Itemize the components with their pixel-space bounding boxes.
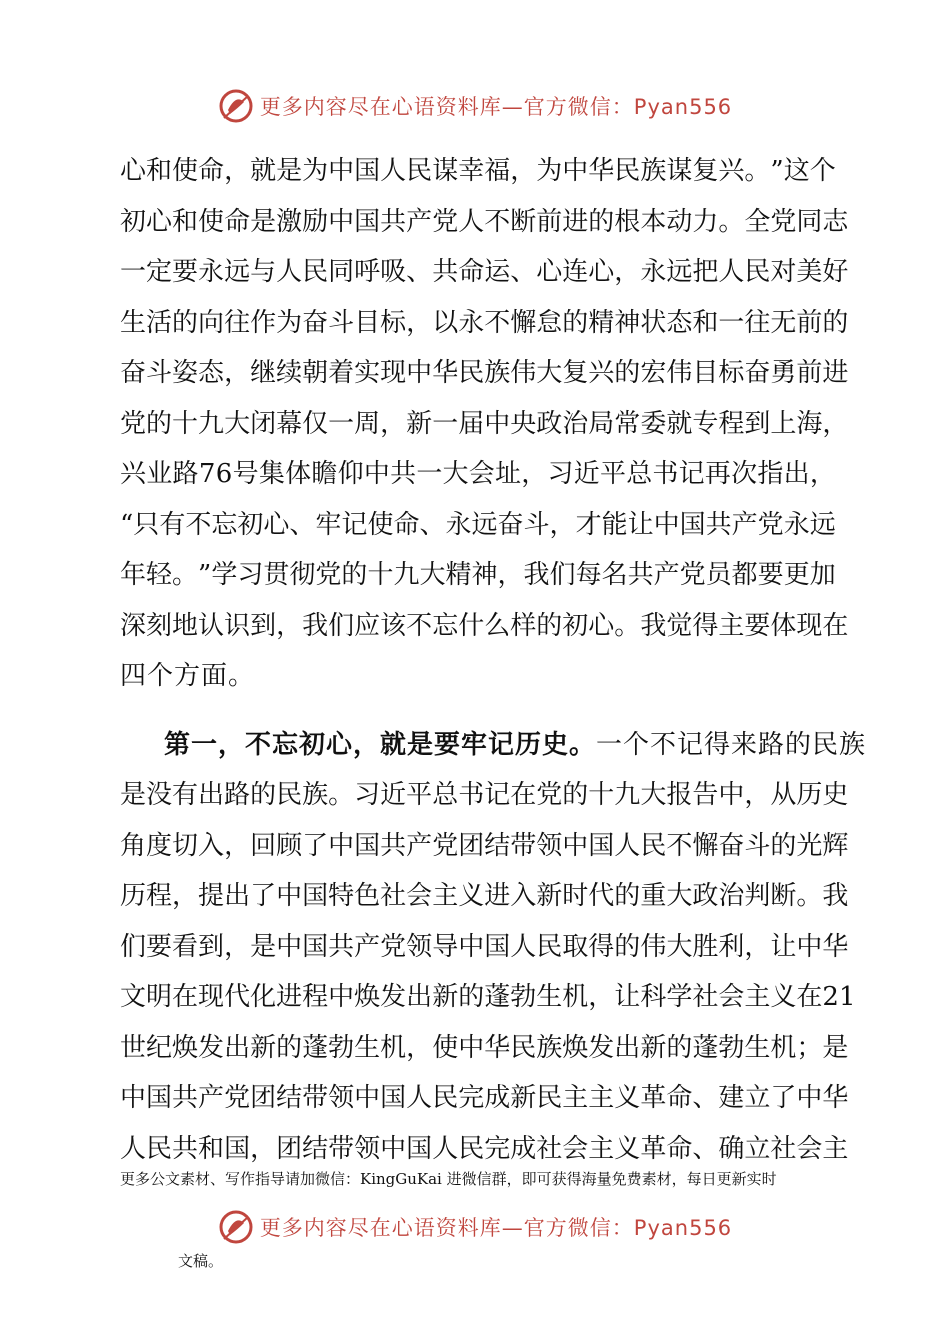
text-line: 生 活 的 向 往 作 为 奋 斗 目 标 ， 以 永 不 懈 怠 的 精 神 状 态 和 一 往 无 前 的 bbox=[120, 307, 849, 338]
watermark-banner-bottom bbox=[0, 1205, 950, 1249]
banner-text: 更多内容尽在心语资料库—官方微信：Pyan556 bbox=[259, 95, 733, 119]
footer-note: 更多公文素材、写作指导请加微信：KingGuKai 进微信群，即可获得海量免费素材，每日更新实时 bbox=[120, 1170, 777, 1188]
text-line: 人 民 共 和 国 ， 团 结 带 领 中 国 人 民 完 成 社 会 主 义 革 命 、 确 立 社 会 主 bbox=[120, 1133, 849, 1164]
text-line: 是 没 有 出 路 的 民 族 。 习 近 平 总 书 记 在 党 的 十 九 大 报 告 中 ， 从 历 史 bbox=[120, 780, 849, 810]
text-line: 们 要 看 到 ， 是 中 国 共 产 党 领 导 中 国 人 民 取 得 的 伟 大 胜 利 ， 让 中 华 bbox=[120, 931, 849, 962]
text-line: 世 纪 焕 发 出 新 的 蓬 勃 生 机 ， 使 中 华 民 族 焕 发 出 新 的 蓬 勃 生 机 ； 是 bbox=[120, 1032, 849, 1063]
logo-icon bbox=[218, 1209, 254, 1245]
footer-note-continuation: 文稿。 bbox=[178, 1252, 224, 1270]
text-line: 中 国 共 产 党 团 结 带 领 中 国 人 民 完 成 新 民 主 主 义 革 命 、 建 立 了 中 华 bbox=[120, 1083, 849, 1113]
text-line: 奋 斗 姿 态 ， 继 续 朝 着 实 现 中 华 民 族 伟 大 复 兴 的 宏 伟 目 标 奋 勇 前 进 bbox=[120, 358, 849, 388]
text-line: 四个方面。 bbox=[120, 661, 256, 691]
text-line: 年 轻 。 ” 学 习 贯 彻 党 的 十 九 大 精 神 ， 我 们 每 名 共 产 党 员 都 要 更 加 bbox=[120, 560, 836, 590]
text-line: 文 明 在 现 代 化 进 程 中 焕 发 出 新 的 蓬 勃 生 机 ， 让 科 学 社 会 主 义 在 2 1 bbox=[120, 982, 856, 1012]
logo-icon bbox=[218, 88, 254, 124]
paragraph-heading: 第一，不忘初心，就是要牢记历史。 bbox=[164, 729, 597, 760]
text-line: 历 程 ， 提 出 了 中 国 特 色 社 会 主 义 进 入 新 时 代 的 重 大 政 治 判 断 。 我 bbox=[120, 881, 849, 911]
text-line: 党 的 十 九 大 闭 幕 仅 一 周 ， 新 一 届 中 央 政 治 局 常 委 就 专 程 到 上 海 ， bbox=[120, 408, 849, 439]
paragraph-lead-text: 一个不记得来路的民族 bbox=[596, 729, 867, 760]
text-line: “ 只 有 不 忘 初 心 、 牢 记 使 命 、 永 远 奋 斗 ， 才 能 让 中 国 共 产 党 永 远 bbox=[120, 509, 836, 540]
document-body bbox=[120, 146, 867, 1174]
watermark-banner-top bbox=[0, 84, 950, 128]
text-line: 角 度 切 入 ， 回 顾 了 中 国 共 产 党 团 结 带 领 中 国 人 民 不 懈 奋 斗 的 光 辉 bbox=[120, 830, 849, 861]
banner-text: 更多内容尽在心语资料库—官方微信：Pyan556 bbox=[259, 1216, 733, 1240]
text-line: 心 和 使 命 ， 就 是 为 中 国 人 民 谋 幸 福 ， 为 中 华 民 族 谋 复 兴 。 ” 这 个 bbox=[120, 156, 836, 186]
text-line: 深 刻 地 认 识 到 ， 我 们 应 该 不 忘 什 么 样 的 初 心 。 我 觉 得 主 要 体 现 在 bbox=[120, 610, 849, 641]
text-line: 初 心 和 使 命 是 激 励 中 国 共 产 党 人 不 断 前 进 的 根 本 动 力 。 全 党 同 志 bbox=[120, 206, 849, 237]
text-line: 兴 业 路 7 6 号 集 体 瞻 仰 中 共 一 大 会 址 ， 习 近 平 总 书 记 再 次 指 出 ， bbox=[120, 459, 836, 489]
paragraph-first-line bbox=[120, 720, 867, 771]
text-line: 一 定 要 永 远 与 人 民 同 呼 吸 、 共 命 运 、 心 连 心 ， 永 远 把 人 民 对 美 好 bbox=[120, 257, 849, 287]
